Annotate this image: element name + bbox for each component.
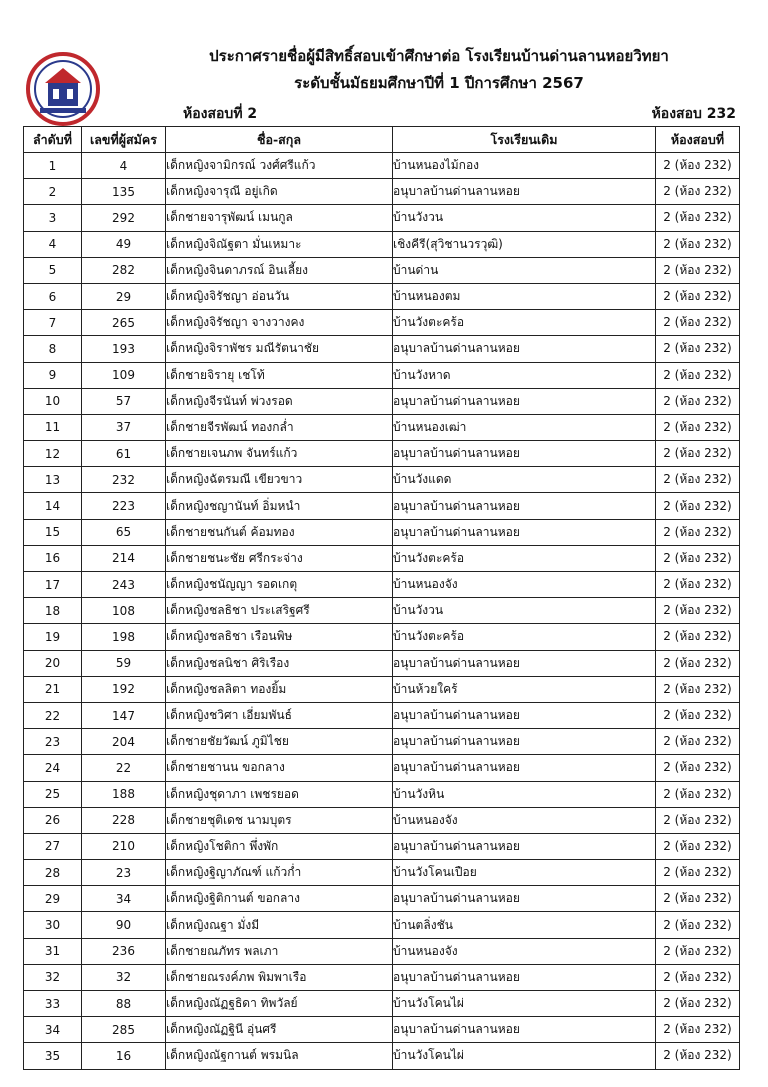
exam-room-cell: 2 (ห้อง 232) (656, 362, 740, 388)
exam-room-cell: 2 (ห้อง 232) (656, 310, 740, 336)
exam-room-cell: 2 (ห้อง 232) (656, 257, 740, 283)
previous-school-cell: บ้านห้วยใคร้ (393, 676, 656, 702)
exam-room-cell: 2 (ห้อง 232) (656, 702, 740, 728)
school-seal-icon (26, 52, 100, 126)
name-cell: เด็กชายชนกันต์ ค้อมทอง (166, 519, 393, 545)
name-cell: เด็กหญิงชลนิชา ศิริเรือง (166, 650, 393, 676)
order-cell: 35 (24, 1043, 82, 1069)
order-cell: 31 (24, 938, 82, 964)
exam-room-cell: 2 (ห้อง 232) (656, 729, 740, 755)
exam-room-cell: 2 (ห้อง 232) (656, 283, 740, 309)
previous-school-cell: อนุบาลบ้านด่านลานหอย (393, 493, 656, 519)
exam-room-cell: 2 (ห้อง 232) (656, 860, 740, 886)
table-row (24, 179, 740, 205)
name-cell: เด็กหญิงจินดาภรณ์ อินเลี้ยง (166, 257, 393, 283)
table-row (24, 572, 740, 598)
column-header-name: ชื่อ-สกุล (166, 127, 393, 153)
applicant-no-cell: 204 (82, 729, 166, 755)
table-row (24, 833, 740, 859)
exam-room-cell: 2 (ห้อง 232) (656, 153, 740, 179)
exam-room-cell: 2 (ห้อง 232) (656, 991, 740, 1017)
name-cell: เด็กหญิงจิราพัชร มณีรัตนาชัย (166, 336, 393, 362)
previous-school-cell: อนุบาลบ้านด่านลานหอย (393, 519, 656, 545)
previous-school-cell: อนุบาลบ้านด่านลานหอย (393, 336, 656, 362)
table-row (24, 231, 740, 257)
previous-school-cell: บ้านวังวน (393, 205, 656, 231)
name-cell: เด็กชายเจนภพ จันทร์แก้ว (166, 441, 393, 467)
name-cell: เด็กหญิงฉัตรมณี เขียวขาว (166, 467, 393, 493)
previous-school-cell: อนุบาลบ้านด่านลานหอย (393, 702, 656, 728)
previous-school-cell: บ้านหนองไม้กอง (393, 153, 656, 179)
exam-room-cell: 2 (ห้อง 232) (656, 912, 740, 938)
previous-school-cell: บ้านวังหิน (393, 781, 656, 807)
name-cell: เด็กชายชนะชัย ศรีกระจ่าง (166, 545, 393, 571)
column-header-exam-room: ห้องสอบที่ (656, 127, 740, 153)
name-cell: เด็กหญิงชนัญญา รอดเกตุ (166, 572, 393, 598)
table-row (24, 676, 740, 702)
applicant-no-cell: 59 (82, 650, 166, 676)
order-cell: 10 (24, 388, 82, 414)
name-cell: เด็กหญิงจิณัฐตา มั่นเหมาะ (166, 231, 393, 257)
order-cell: 1 (24, 153, 82, 179)
name-cell: เด็กหญิงณัฐกานต์ พรมนิล (166, 1043, 393, 1069)
previous-school-cell: บ้านหนองตม (393, 283, 656, 309)
name-cell: เด็กหญิงจิรัชญา อ่อนวัน (166, 283, 393, 309)
table-row (24, 467, 740, 493)
candidate-table (23, 126, 740, 1070)
order-cell: 3 (24, 205, 82, 231)
previous-school-cell: บ้านหนองจัง (393, 938, 656, 964)
order-cell: 9 (24, 362, 82, 388)
table-row (24, 519, 740, 545)
table-row (24, 257, 740, 283)
table-row (24, 310, 740, 336)
order-cell: 28 (24, 860, 82, 886)
exam-room-cell: 2 (ห้อง 232) (656, 833, 740, 859)
applicant-no-cell: 34 (82, 886, 166, 912)
order-cell: 5 (24, 257, 82, 283)
previous-school-cell: บ้านวังตะคร้อ (393, 310, 656, 336)
order-cell: 11 (24, 414, 82, 440)
order-cell: 21 (24, 676, 82, 702)
applicant-no-cell: 243 (82, 572, 166, 598)
exam-room-cell: 2 (ห้อง 232) (656, 545, 740, 571)
table-row (24, 336, 740, 362)
name-cell: เด็กหญิงชวิศา เอี่ยมพันธ์ (166, 702, 393, 728)
order-cell: 32 (24, 964, 82, 990)
table-row (24, 650, 740, 676)
table-row (24, 283, 740, 309)
exam-room-cell: 2 (ห้อง 232) (656, 388, 740, 414)
table-row (24, 598, 740, 624)
name-cell: เด็กชายณรงค์ภพ พิมพาเรือ (166, 964, 393, 990)
column-header-applicant-no: เลขที่ผู้สมัคร (82, 127, 166, 153)
previous-school-cell: บ้านวังตะคร้อ (393, 545, 656, 571)
applicant-no-cell: 192 (82, 676, 166, 702)
name-cell: เด็กหญิงชลธิชา ประเสริฐศรี (166, 598, 393, 624)
table-row (24, 755, 740, 781)
exam-room-cell: 2 (ห้อง 232) (656, 1043, 740, 1069)
exam-room-cell: 2 (ห้อง 232) (656, 493, 740, 519)
previous-school-cell: บ้านวังตะคร้อ (393, 624, 656, 650)
table-row (24, 860, 740, 886)
applicant-no-cell: 285 (82, 1017, 166, 1043)
column-header-order: ลำดับที่ (24, 127, 82, 153)
previous-school-cell: บ้านหนองจัง (393, 572, 656, 598)
table-row (24, 912, 740, 938)
applicant-no-cell: 228 (82, 807, 166, 833)
name-cell: เด็กหญิงจีรนันท์ พ่วงรอด (166, 388, 393, 414)
applicant-no-cell: 23 (82, 860, 166, 886)
applicant-no-cell: 292 (82, 205, 166, 231)
exam-room-cell: 2 (ห้อง 232) (656, 624, 740, 650)
applicant-no-cell: 88 (82, 991, 166, 1017)
previous-school-cell: บ้านหนองเฒ่า (393, 414, 656, 440)
applicant-no-cell: 282 (82, 257, 166, 283)
table-row (24, 886, 740, 912)
applicant-no-cell: 29 (82, 283, 166, 309)
order-cell: 4 (24, 231, 82, 257)
exam-room-code: ห้องสอบ 232 (651, 106, 736, 122)
order-cell: 33 (24, 991, 82, 1017)
previous-school-cell: อนุบาลบ้านด่านลานหอย (393, 833, 656, 859)
applicant-no-cell: 198 (82, 624, 166, 650)
applicant-no-cell: 16 (82, 1043, 166, 1069)
previous-school-cell: บ้านวังหาด (393, 362, 656, 388)
exam-room-cell: 2 (ห้อง 232) (656, 755, 740, 781)
table-row (24, 991, 740, 1017)
applicant-no-cell: 90 (82, 912, 166, 938)
order-cell: 27 (24, 833, 82, 859)
order-cell: 2 (24, 179, 82, 205)
table-row (24, 781, 740, 807)
exam-room-cell: 2 (ห้อง 232) (656, 441, 740, 467)
previous-school-cell: บ้านวังโคนไผ่ (393, 991, 656, 1017)
order-cell: 17 (24, 572, 82, 598)
order-cell: 13 (24, 467, 82, 493)
exam-room-cell: 2 (ห้อง 232) (656, 1017, 740, 1043)
order-cell: 24 (24, 755, 82, 781)
applicant-no-cell: 57 (82, 388, 166, 414)
exam-room-cell: 2 (ห้อง 232) (656, 781, 740, 807)
applicant-no-cell: 37 (82, 414, 166, 440)
exam-room-cell: 2 (ห้อง 232) (656, 179, 740, 205)
name-cell: เด็กชายจารุพัฒน์ เมนกูล (166, 205, 393, 231)
name-cell: เด็กหญิงณัฏฐธิดา ทิพวัลย์ (166, 991, 393, 1017)
table-row (24, 938, 740, 964)
previous-school-cell: อนุบาลบ้านด่านลานหอย (393, 755, 656, 781)
applicant-no-cell: 232 (82, 467, 166, 493)
name-cell: เด็กหญิงโชติกา พึ่งพัก (166, 833, 393, 859)
name-cell: เด็กหญิงณัฏฐินี อุ่นศรี (166, 1017, 393, 1043)
exam-room-cell: 2 (ห้อง 232) (656, 336, 740, 362)
applicant-no-cell: 210 (82, 833, 166, 859)
order-cell: 30 (24, 912, 82, 938)
table-row (24, 441, 740, 467)
table-row (24, 807, 740, 833)
exam-room-cell: 2 (ห้อง 232) (656, 676, 740, 702)
previous-school-cell: บ้านวังโคนไผ่ (393, 1043, 656, 1069)
exam-room-label: ห้องสอบที่ 2 (183, 106, 258, 122)
order-cell: 18 (24, 598, 82, 624)
previous-school-cell: อนุบาลบ้านด่านลานหอย (393, 886, 656, 912)
applicant-no-cell: 108 (82, 598, 166, 624)
order-cell: 23 (24, 729, 82, 755)
previous-school-cell: อนุบาลบ้านด่านลานหอย (393, 729, 656, 755)
order-cell: 22 (24, 702, 82, 728)
order-cell: 20 (24, 650, 82, 676)
exam-room-cell: 2 (ห้อง 232) (656, 598, 740, 624)
previous-school-cell: บ้านด่าน (393, 257, 656, 283)
exam-room-cell: 2 (ห้อง 232) (656, 886, 740, 912)
table-row (24, 362, 740, 388)
name-cell: เด็กหญิงจามิกรณ์ วงศ์ศรีแก้ว (166, 153, 393, 179)
school-logo (26, 52, 100, 126)
previous-school-cell: บ้านวังวน (393, 598, 656, 624)
order-cell: 29 (24, 886, 82, 912)
name-cell: เด็กหญิงฐิญาภัณฑ์ แก้วก่ำ (166, 860, 393, 886)
applicant-no-cell: 49 (82, 231, 166, 257)
table-row (24, 205, 740, 231)
applicant-no-cell: 32 (82, 964, 166, 990)
exam-room-cell: 2 (ห้อง 232) (656, 467, 740, 493)
name-cell: เด็กหญิงจารุณี อยู่เกิด (166, 179, 393, 205)
order-cell: 15 (24, 519, 82, 545)
order-cell: 25 (24, 781, 82, 807)
name-cell: เด็กหญิงชลธิชา เรือนพิษ (166, 624, 393, 650)
order-cell: 26 (24, 807, 82, 833)
order-cell: 19 (24, 624, 82, 650)
order-cell: 7 (24, 310, 82, 336)
name-cell: เด็กชายจิรายุ เชโท้ (166, 362, 393, 388)
name-cell: เด็กชายชานน ขอกลาง (166, 755, 393, 781)
exam-room-cell: 2 (ห้อง 232) (656, 650, 740, 676)
applicant-no-cell: 4 (82, 153, 166, 179)
applicant-no-cell: 61 (82, 441, 166, 467)
applicant-no-cell: 193 (82, 336, 166, 362)
order-cell: 14 (24, 493, 82, 519)
applicant-no-cell: 223 (82, 493, 166, 519)
column-header-previous-school: โรงเรียนเดิม (393, 127, 656, 153)
table-row (24, 729, 740, 755)
applicant-no-cell: 265 (82, 310, 166, 336)
applicant-no-cell: 65 (82, 519, 166, 545)
exam-room-cell: 2 (ห้อง 232) (656, 807, 740, 833)
applicant-no-cell: 147 (82, 702, 166, 728)
previous-school-cell: อนุบาลบ้านด่านลานหอย (393, 388, 656, 414)
table-row (24, 388, 740, 414)
name-cell: เด็กหญิงชลลิตา ทองยิ้ม (166, 676, 393, 702)
exam-room-cell: 2 (ห้อง 232) (656, 414, 740, 440)
applicant-no-cell: 22 (82, 755, 166, 781)
name-cell: เด็กชายชุติเดช นามบุตร (166, 807, 393, 833)
name-cell: เด็กหญิงฐิติกานต์ ขอกลาง (166, 886, 393, 912)
applicant-no-cell: 109 (82, 362, 166, 388)
exam-room-cell: 2 (ห้อง 232) (656, 964, 740, 990)
order-cell: 8 (24, 336, 82, 362)
applicant-no-cell: 236 (82, 938, 166, 964)
previous-school-cell: อนุบาลบ้านด่านลานหอย (393, 650, 656, 676)
exam-room-cell: 2 (ห้อง 232) (656, 572, 740, 598)
applicant-no-cell: 188 (82, 781, 166, 807)
previous-school-cell: บ้านตลิ่งชัน (393, 912, 656, 938)
applicant-no-cell: 214 (82, 545, 166, 571)
order-cell: 34 (24, 1017, 82, 1043)
table-row (24, 702, 740, 728)
previous-school-cell: อนุบาลบ้านด่านลานหอย (393, 179, 656, 205)
name-cell: เด็กหญิงชุดาภา เพชรยอด (166, 781, 393, 807)
previous-school-cell: อนุบาลบ้านด่านลานหอย (393, 964, 656, 990)
exam-room-cell: 2 (ห้อง 232) (656, 519, 740, 545)
name-cell: เด็กชายณภัทร พลเภา (166, 938, 393, 964)
name-cell: เด็กชายจีรพัฒน์ ทองกล่ำ (166, 414, 393, 440)
page-subtitle: ระดับชั้นมัธยมศึกษาปีที่ 1 ปีการศึกษา 2567 (294, 74, 584, 92)
applicant-no-cell: 135 (82, 179, 166, 205)
order-cell: 6 (24, 283, 82, 309)
table-header-row (24, 127, 740, 153)
table-row (24, 414, 740, 440)
order-cell: 16 (24, 545, 82, 571)
table-row (24, 964, 740, 990)
name-cell: เด็กหญิงจิรัชญา จางวางคง (166, 310, 393, 336)
previous-school-cell: เชิงคีรี(สุวิชานวรวุฒิ) (393, 231, 656, 257)
name-cell: เด็กชายชัยวัฒน์ ภูมิไชย (166, 729, 393, 755)
previous-school-cell: บ้านวังโคนเปือย (393, 860, 656, 886)
previous-school-cell: บ้านวังแดด (393, 467, 656, 493)
exam-room-cell: 2 (ห้อง 232) (656, 205, 740, 231)
table-row (24, 1017, 740, 1043)
table-row (24, 545, 740, 571)
table-row (24, 624, 740, 650)
order-cell: 12 (24, 441, 82, 467)
exam-room-cell: 2 (ห้อง 232) (656, 938, 740, 964)
name-cell: เด็กหญิงชญานันท์ อิ่มหนำ (166, 493, 393, 519)
table-row (24, 1043, 740, 1069)
previous-school-cell: อนุบาลบ้านด่านลานหอย (393, 441, 656, 467)
previous-school-cell: บ้านหนองจัง (393, 807, 656, 833)
table-row (24, 493, 740, 519)
name-cell: เด็กหญิงณฐา มั่งมี (166, 912, 393, 938)
page-title: ประกาศรายชื่อผู้มีสิทธิ์สอบเข้าศึกษาต่อ โรงเรียนบ้านด่านลานหอยวิทยา (209, 47, 669, 65)
previous-school-cell: อนุบาลบ้านด่านลานหอย (393, 1017, 656, 1043)
exam-room-cell: 2 (ห้อง 232) (656, 231, 740, 257)
table-row (24, 153, 740, 179)
